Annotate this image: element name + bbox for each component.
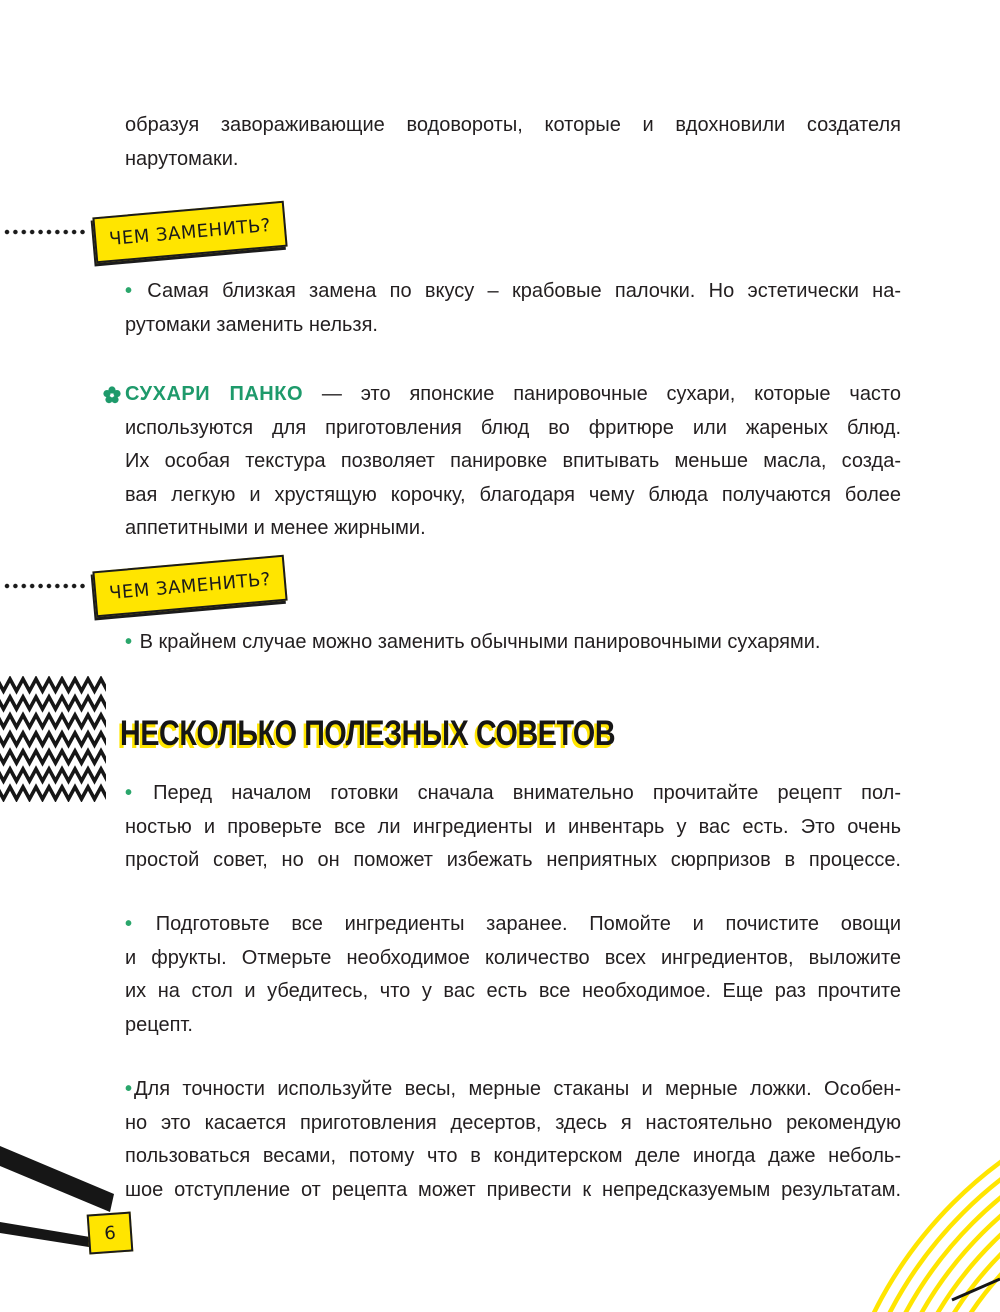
bullet-mark: •	[125, 280, 133, 302]
text-line: их на стол и убедитесь, что у вас есть все необходимое. Еще раз прочтите	[125, 980, 901, 1002]
text-line	[125, 777, 901, 811]
line-text: Самая близкая замена по вкусу – крабовые палочки. Но эстетически на-	[147, 280, 901, 302]
black-brush-stroke	[0, 1222, 96, 1248]
line-text: В крайнем случае можно заменить обычными панировочными сухарями.	[139, 631, 821, 653]
text-line	[125, 275, 901, 309]
page-number: 6	[87, 1212, 134, 1255]
text-line: Их особая текстура позволяет панировке впитывать меньше масла, созда-	[125, 450, 901, 472]
text-line: рецепт.	[125, 1013, 193, 1036]
dotted-leader	[4, 229, 88, 235]
panko-paragraph	[125, 378, 901, 546]
section-heading: НЕСКОЛЬКО ПОЛЕЗНЫХ СОВЕТОВ	[120, 714, 616, 753]
intro-paragraph	[125, 109, 901, 176]
zigzag-line	[0, 679, 106, 691]
text-line: простой совет, но он поможет избежать неприятных сюрпризов в процессе.	[125, 849, 901, 871]
black-accent-stroke	[952, 1279, 1000, 1300]
text-line	[125, 378, 901, 412]
text-line: аппетитными и менее жирными.	[125, 517, 426, 539]
text-line: шое отступление от рецепта может привести к непредсказуемым результатам.	[125, 1178, 901, 1201]
text-line: но это касается приготовления десертов, здесь я настоятельно рекомендую	[125, 1111, 901, 1134]
text-line: вая легкую и хрустящую корочку, благодаря чему блюда получаются более	[125, 483, 901, 506]
tip-paragraph	[125, 777, 901, 878]
text-line	[125, 626, 901, 660]
line-text: Перед началом готовки сначала внимательно прочитайте рецепт пол-	[153, 782, 901, 804]
substitute-tag: ЧЕМ ЗАМЕНИТЬ?	[92, 201, 287, 264]
text-line: нарутомаки.	[125, 147, 239, 170]
flower-icon	[103, 386, 121, 404]
text-line: используются для приготовления блюд во фритюре или жареных блюд.	[125, 416, 901, 439]
tip-paragraph	[125, 1073, 901, 1207]
text-line: и фрукты. Отмерьте необходимое количество всех ингредиентов, выложите	[125, 946, 901, 969]
yellow-arc	[886, 1136, 1000, 1312]
black-brush-stroke	[0, 1146, 114, 1212]
tip-paragraph	[125, 908, 901, 1042]
text-line: образуя завораживающие водовороты, которые и вдохновили создателя	[125, 114, 901, 136]
line-text: Подготовьте все ингредиенты заранее. Помойте и почистите овощи	[155, 913, 901, 935]
text-line: ностью и проверьте все ли ингредиенты и инвентарь у вас есть. Это очень	[125, 815, 901, 838]
bullet-mark: •	[125, 631, 133, 653]
text-line	[125, 908, 901, 942]
panko-substitute-paragraph	[125, 626, 901, 660]
zigzag-line	[0, 787, 106, 799]
text-line: рутомаки заменить нельзя.	[125, 313, 378, 336]
panko-title: СУХАРИ ПАНКО	[125, 383, 304, 405]
zigzag-line	[0, 769, 106, 781]
zigzag-line	[0, 751, 106, 763]
line-text: — это японские панировочные сухари, которые часто	[321, 383, 901, 405]
substitute-tag: ЧЕМ ЗАМЕНИТЬ?	[92, 555, 287, 618]
text-line: пользоваться весами, потому что в кондитерском деле иногда даже неболь-	[125, 1145, 901, 1167]
zigzag-line	[0, 697, 106, 709]
bullet-mark: •	[125, 782, 133, 804]
yellow-arc	[914, 1164, 1000, 1312]
zigzag-pattern	[0, 676, 106, 802]
naruto-substitute-paragraph	[125, 275, 901, 342]
zigzag-line	[0, 733, 106, 745]
line-text: Для точности используйте весы, мерные стаканы и мерные ложки. Особен-	[134, 1078, 901, 1100]
yellow-arc	[900, 1150, 1000, 1312]
bullet-mark: •	[125, 913, 133, 935]
dotted-leader	[4, 583, 88, 589]
zigzag-line	[0, 715, 106, 727]
text-line	[125, 1073, 901, 1107]
bullet-mark: •	[125, 1078, 133, 1100]
